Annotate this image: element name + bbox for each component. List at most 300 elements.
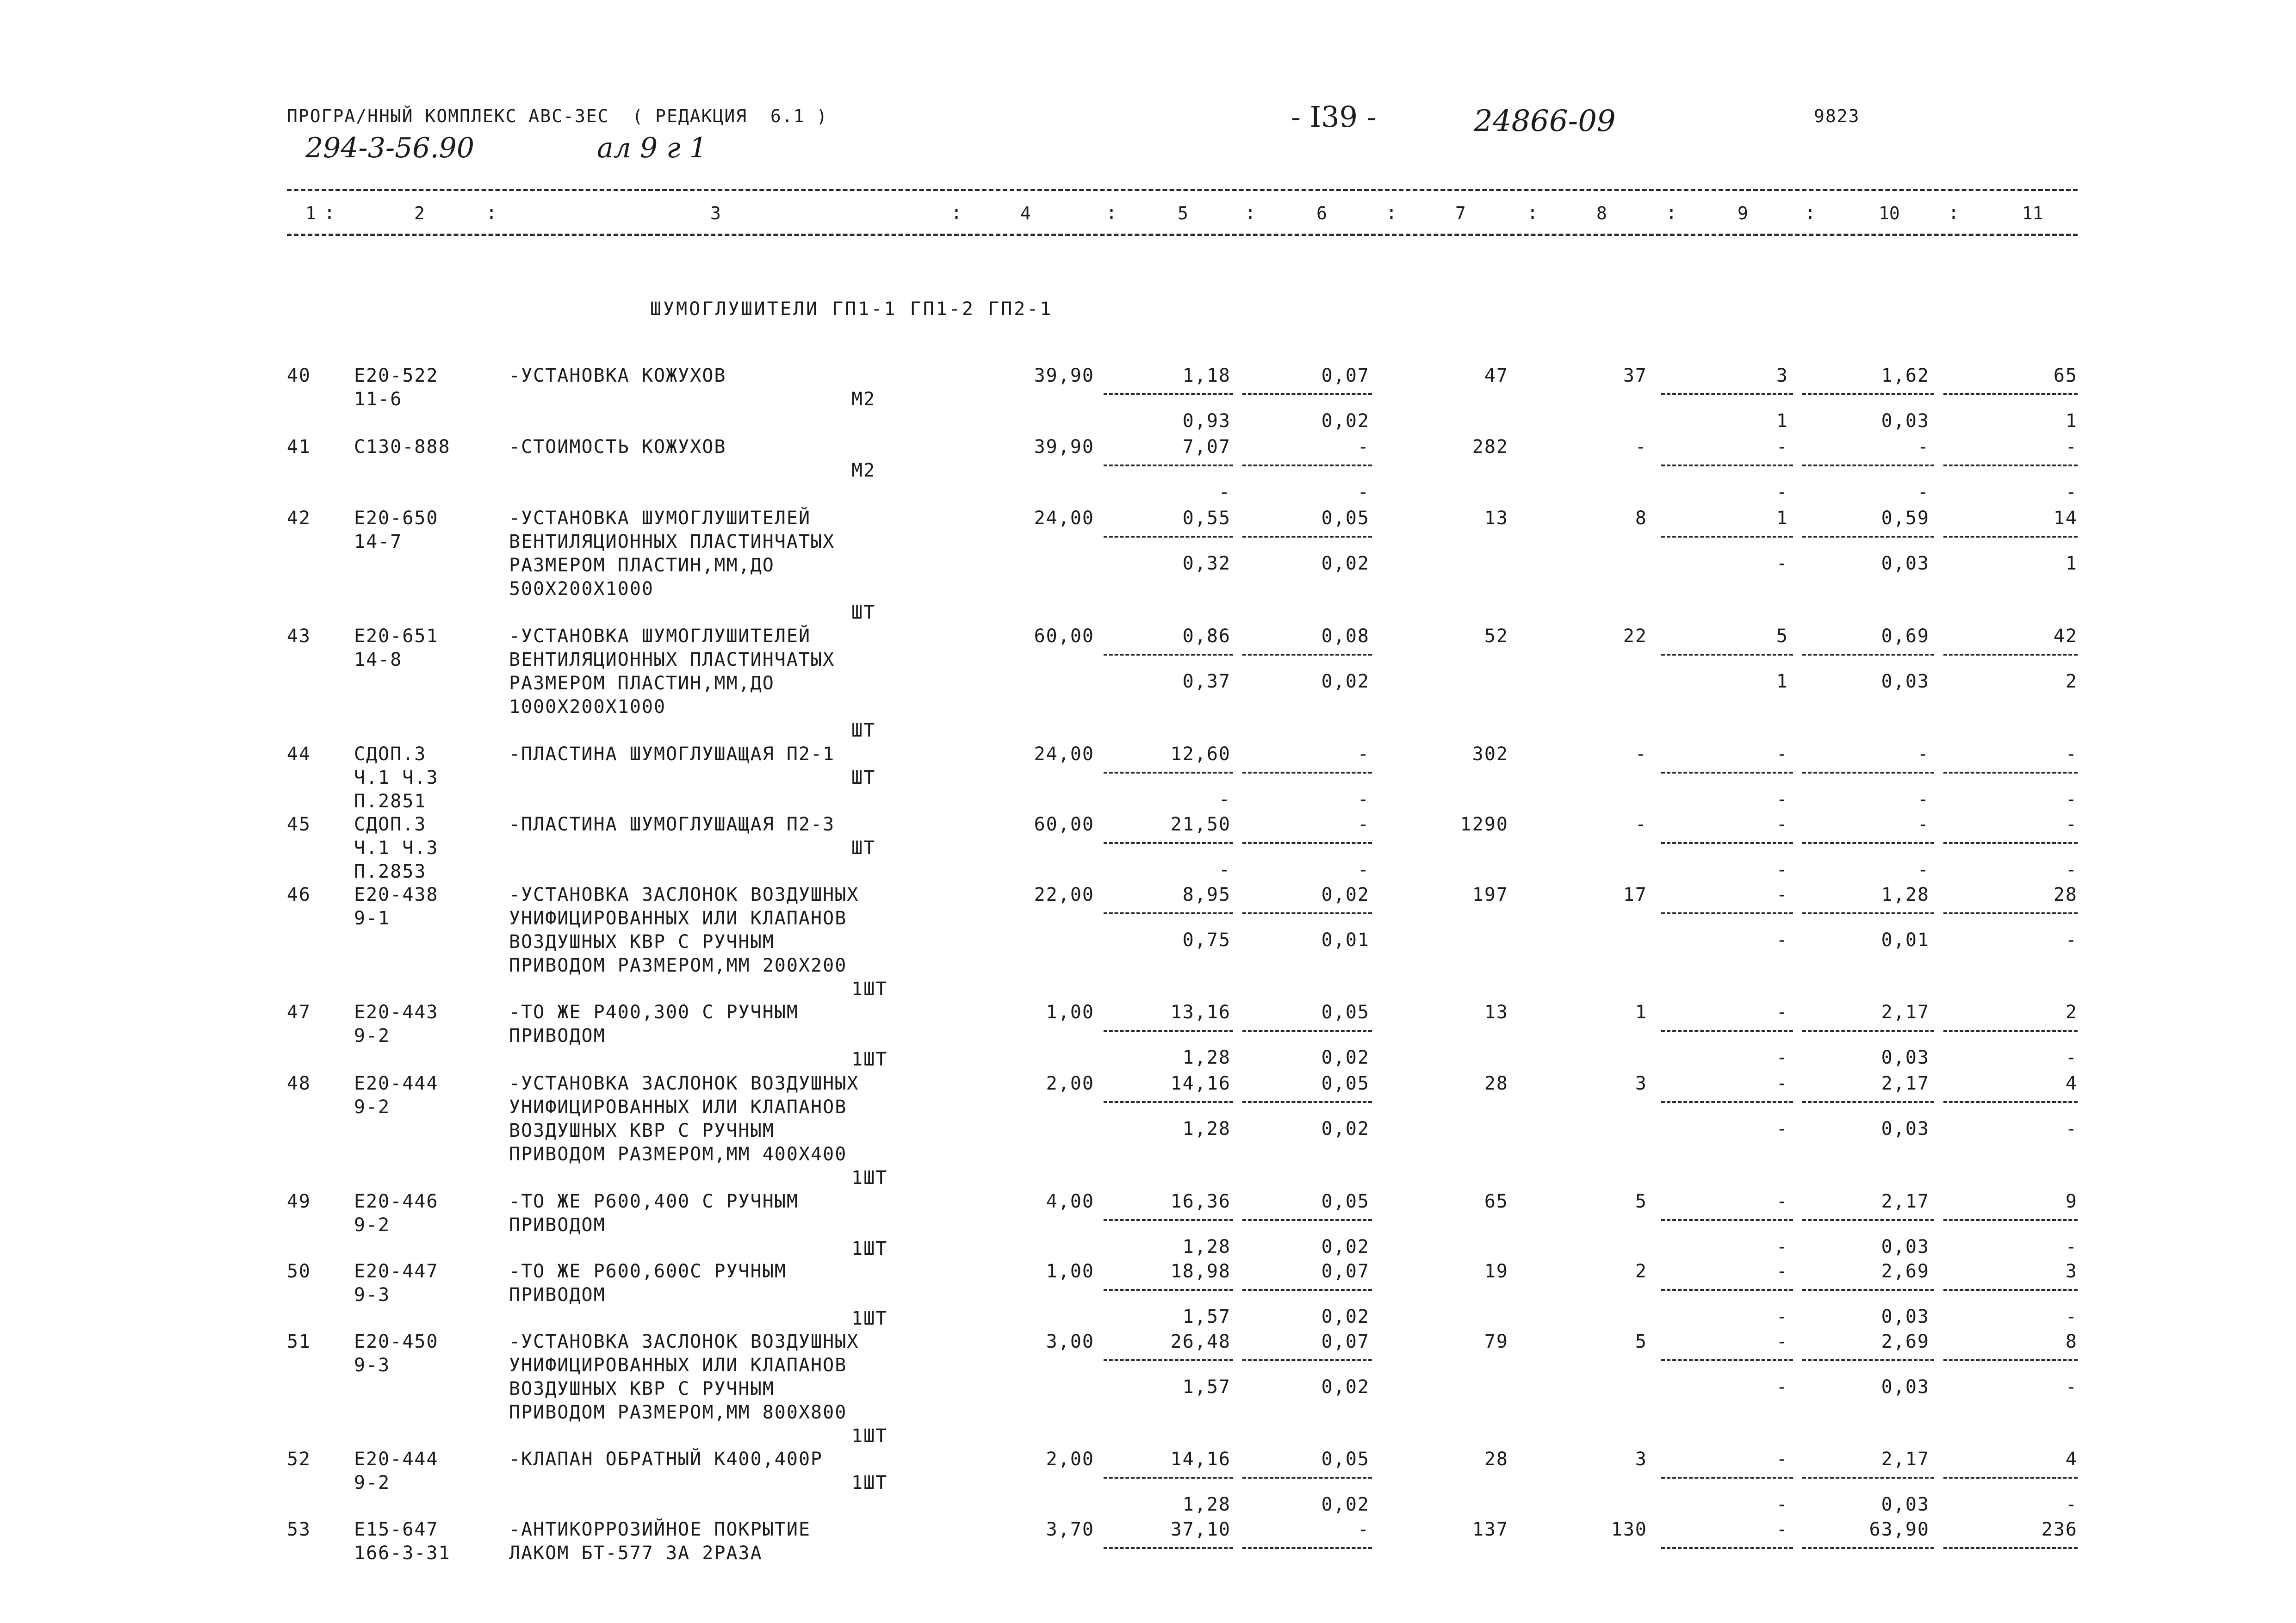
row-unit-cost: 8,95	[1182, 884, 1231, 905]
row-machine-cost-lower: -	[1776, 553, 1788, 574]
row-wage-cost-lower: 0,02	[1321, 553, 1370, 574]
fraction-line	[1661, 1289, 1793, 1291]
row-labor-total-lower: -	[2065, 1047, 2078, 1068]
fraction-line	[1661, 654, 1793, 656]
row-unit-cost: 0,86	[1182, 626, 1231, 647]
row-wage-cost: 0,08	[1321, 626, 1370, 647]
row-quantity: 24,00	[1034, 743, 1094, 765]
row-wage-cost-lower: 0,02	[1321, 1376, 1370, 1398]
fraction-line	[1661, 1101, 1793, 1103]
row-quantity: 39,90	[1034, 365, 1094, 386]
row-total-cost: 197	[1472, 884, 1508, 905]
fraction-line	[1242, 1030, 1372, 1032]
row-unit-cost-lower: -	[1218, 482, 1231, 503]
row-description: ВОЗДУШНЫХ КВР С РУЧНЫМ	[509, 931, 775, 953]
row-description: -УСТАНОВКА ЗАСЛОНОК ВОЗДУШНЫХ	[509, 1073, 859, 1094]
row-number: 42	[286, 508, 311, 529]
row-description: ПРИВОДОМ РАЗМЕРОМ,ММ 200Х200	[509, 955, 847, 976]
row-code: 9-2	[354, 1472, 391, 1493]
row-number: 40	[286, 365, 311, 386]
row-number: 50	[286, 1261, 311, 1282]
row-machine-cost: -	[1776, 1261, 1788, 1282]
fraction-line	[1943, 654, 2078, 656]
row-unit-cost-lower: 1,28	[1182, 1118, 1231, 1140]
row-quantity: 1,00	[1046, 1261, 1094, 1282]
row-description: ПРИВОДОМ	[509, 1025, 606, 1047]
row-labor-unit-lower: 0,03	[1881, 410, 1930, 432]
row-wage-cost: 0,07	[1321, 1331, 1370, 1352]
fraction-line	[1802, 1547, 1934, 1549]
row-machine-cost-lower: -	[1776, 482, 1788, 503]
row-number: 44	[286, 743, 311, 765]
row-labor-total-lower: -	[2065, 482, 2078, 503]
column-separator: :	[1666, 202, 1677, 223]
row-labor-total-lower: -	[2065, 1494, 2078, 1515]
row-wage-cost-lower: 0,02	[1321, 1118, 1370, 1140]
row-description: ПРИВОДОМ	[509, 1214, 606, 1236]
row-machine-cost: -	[1776, 884, 1788, 905]
row-description: ВЕНТИЛЯЦИОННЫХ ПЛАСТИНЧАТЫХ	[509, 531, 835, 552]
row-machine-cost: -	[1776, 743, 1788, 765]
row-quantity: 2,00	[1046, 1449, 1094, 1470]
row-number: 52	[286, 1449, 311, 1470]
row-labor-total: 28	[2053, 884, 2078, 905]
row-description: -ТО ЖЕ Р600,400 С РУЧНЫМ	[509, 1191, 799, 1212]
row-code: Ч.1 Ч.3	[354, 767, 439, 788]
column-number: 1	[305, 203, 316, 223]
row-labor-total: 42	[2053, 626, 2078, 647]
row-wage-cost: -	[1357, 436, 1370, 458]
fraction-line	[1242, 393, 1372, 395]
fraction-line	[1943, 1101, 2078, 1103]
fraction-line	[1104, 536, 1233, 538]
fraction-line	[1661, 1547, 1793, 1549]
row-number: 41	[286, 436, 311, 458]
row-labor-unit: -	[1917, 436, 1930, 458]
column-separator: :	[1106, 202, 1117, 223]
fraction-line	[1802, 393, 1934, 395]
row-wage-cost: 0,02	[1321, 884, 1370, 905]
row-labor-total: -	[2065, 743, 2078, 765]
row-labor-unit: -	[1917, 743, 1930, 765]
row-code: Ч.1 Ч.3	[354, 837, 439, 859]
fraction-line	[1661, 1359, 1793, 1361]
row-labor-total: 3	[2065, 1261, 2078, 1282]
row-labor-unit-lower: 0,03	[1881, 553, 1930, 574]
row-description: -ТО ЖЕ Р400,300 С РУЧНЫМ	[509, 1002, 799, 1023]
row-description: УНИФИЦИРОВАННЫХ ИЛИ КЛАПАНОВ	[509, 908, 847, 929]
row-labor-total-lower: -	[2065, 1118, 2078, 1140]
fraction-line	[1802, 1030, 1934, 1032]
row-labor-unit-lower: 0,03	[1881, 671, 1930, 692]
column-number: 10	[1879, 203, 1900, 223]
row-labor-unit-lower: 0,03	[1881, 1306, 1930, 1327]
code-number: 9823	[1814, 106, 1860, 126]
fraction-line	[1802, 1359, 1934, 1361]
fraction-line	[1104, 772, 1233, 774]
row-quantity: 60,00	[1034, 626, 1094, 647]
row-labor-unit: 0,69	[1881, 626, 1930, 647]
fraction-line	[1242, 842, 1372, 844]
row-wages-total: -	[1635, 436, 1647, 458]
fraction-line	[1802, 1477, 1934, 1479]
row-code: С130-888	[354, 436, 451, 458]
fraction-line	[1661, 842, 1793, 844]
row-code: 11-6	[354, 389, 403, 410]
header-rule-top	[287, 189, 2078, 191]
fraction-line	[1104, 654, 1233, 656]
row-labor-unit: 1,62	[1881, 365, 1930, 386]
fraction-line	[1104, 1289, 1233, 1291]
row-wage-cost-lower: 0,02	[1321, 1047, 1370, 1068]
column-number: 8	[1596, 203, 1607, 223]
row-unit: 1ШТ	[851, 1472, 888, 1493]
column-separator: :	[324, 202, 335, 223]
row-description: -УСТАНОВКА ЗАСЛОНОК ВОЗДУШНЫХ	[509, 884, 859, 905]
row-labor-unit-lower: 0,03	[1881, 1236, 1930, 1258]
row-description: ПРИВОДОМ	[509, 1284, 606, 1306]
fraction-line	[1802, 465, 1934, 466]
row-quantity: 3,00	[1046, 1331, 1094, 1352]
fraction-line	[1943, 1030, 2078, 1032]
row-labor-total: 4	[2065, 1449, 2078, 1470]
row-description: -АНТИКОРРОЗИЙНОЕ ПОКРЫТИЕ	[509, 1519, 811, 1540]
row-labor-unit-lower: -	[1917, 859, 1930, 880]
row-labor-unit-lower: 0,03	[1881, 1494, 1930, 1515]
fraction-line	[1802, 1101, 1934, 1103]
row-wages-total: 37	[1623, 365, 1647, 386]
row-unit-cost-lower: 1,28	[1182, 1236, 1231, 1258]
row-labor-total: 65	[2053, 365, 2078, 386]
row-code: Е15-647	[354, 1519, 439, 1540]
fraction-line	[1661, 536, 1793, 538]
row-labor-total-lower: -	[2065, 789, 2078, 810]
row-labor-unit: 1,28	[1881, 884, 1930, 905]
fraction-line	[1661, 465, 1793, 466]
row-total-cost: 47	[1484, 365, 1508, 386]
row-machine-cost-lower: 1	[1776, 671, 1788, 692]
row-machine-cost-lower: -	[1776, 1047, 1788, 1068]
row-wage-cost: -	[1357, 1519, 1370, 1540]
row-code: 14-7	[354, 531, 403, 552]
fraction-line	[1104, 1101, 1233, 1103]
row-wages-total: 1	[1635, 1002, 1647, 1023]
row-labor-total: 2	[2065, 1002, 2078, 1023]
row-unit-cost: 21,50	[1170, 814, 1231, 835]
row-code: Е20-444	[354, 1073, 439, 1094]
row-unit: М2	[851, 460, 876, 481]
row-quantity: 4,00	[1046, 1191, 1094, 1212]
row-unit-cost: 26,48	[1170, 1331, 1231, 1352]
row-total-cost: 19	[1484, 1261, 1508, 1282]
row-code: Е20-522	[354, 365, 439, 386]
row-labor-total-lower: 2	[2065, 671, 2078, 692]
row-machine-cost-lower: 1	[1776, 410, 1788, 432]
row-description: ВОЗДУШНЫХ КВР С РУЧНЫМ	[509, 1120, 775, 1141]
fraction-line	[1242, 1289, 1372, 1291]
row-machine-cost: -	[1776, 1073, 1788, 1094]
row-wage-cost-lower: -	[1357, 859, 1370, 880]
row-total-cost: 28	[1484, 1073, 1508, 1094]
fraction-line	[1943, 393, 2078, 395]
row-code: Е20-443	[354, 1002, 439, 1023]
fraction-line	[1943, 465, 2078, 466]
row-machine-cost: -	[1776, 1519, 1788, 1540]
page-number: - I39 -	[1291, 100, 1377, 134]
fraction-line	[1943, 1477, 2078, 1479]
row-unit-cost-lower: 1,28	[1182, 1047, 1231, 1068]
album-number-handwritten: ал 9 г 1	[597, 132, 707, 164]
fraction-line	[1802, 842, 1934, 844]
fraction-line	[1661, 1219, 1793, 1221]
row-wages-total: 3	[1635, 1073, 1647, 1094]
row-total-cost: 302	[1472, 743, 1508, 765]
column-number: 3	[710, 203, 721, 223]
row-machine-cost-lower: -	[1776, 859, 1788, 880]
row-wages-total: 2	[1635, 1261, 1647, 1282]
row-code: Е20-450	[354, 1331, 439, 1352]
row-unit-cost-lower: 0,75	[1182, 929, 1231, 951]
row-total-cost: 13	[1484, 1002, 1508, 1023]
row-number: 43	[286, 626, 311, 647]
row-unit: 1ШТ	[851, 1049, 888, 1070]
fraction-line	[1943, 536, 2078, 538]
row-wage-cost: 0,05	[1321, 1191, 1370, 1212]
row-machine-cost: -	[1776, 1331, 1788, 1352]
row-quantity: 60,00	[1034, 814, 1094, 835]
row-wages-total: 5	[1635, 1331, 1647, 1352]
row-wages-total: 22	[1623, 626, 1647, 647]
program-header: ПРОГРА/ННЫЙ КОМПЛЕКС АВС-3ЕС ( РЕДАКЦИЯ 6.1 )	[287, 106, 828, 126]
column-separator: :	[486, 202, 497, 223]
row-unit-cost: 12,60	[1170, 743, 1231, 765]
header-rule-bottom	[287, 234, 2078, 236]
row-wage-cost-lower: 0,02	[1321, 410, 1370, 432]
row-machine-cost: -	[1776, 1002, 1788, 1023]
column-number: 9	[1738, 203, 1748, 223]
row-description: -УСТАНОВКА ЗАСЛОНОК ВОЗДУШНЫХ	[509, 1331, 859, 1352]
row-unit-cost: 37,10	[1170, 1519, 1231, 1540]
row-quantity: 22,00	[1034, 884, 1094, 905]
doc-number-handwritten: 24866-09	[1474, 104, 1616, 138]
row-description: -УСТАНОВКА КОЖУХОВ	[509, 365, 726, 386]
row-machine-cost: 5	[1776, 626, 1788, 647]
fraction-line	[1661, 393, 1793, 395]
row-labor-total: 4	[2065, 1073, 2078, 1094]
row-machine-cost: 3	[1776, 365, 1788, 386]
row-description: -УСТАНОВКА ШУМОГЛУШИТЕЛЕЙ	[509, 508, 811, 529]
row-wage-cost: 0,05	[1321, 508, 1370, 529]
row-wages-total: 5	[1635, 1191, 1647, 1212]
row-unit: 1ШТ	[851, 1425, 888, 1447]
row-total-cost: 137	[1472, 1519, 1508, 1540]
column-number: 4	[1020, 203, 1031, 223]
fraction-line	[1242, 536, 1372, 538]
row-labor-unit: 2,69	[1881, 1261, 1930, 1282]
row-machine-cost-lower: -	[1776, 1118, 1788, 1140]
row-machine-cost-lower: -	[1776, 1494, 1788, 1515]
row-unit: 1ШТ	[851, 979, 888, 1000]
row-code: СДОП.3	[354, 814, 427, 835]
row-code: 9-1	[354, 908, 391, 929]
row-labor-total: 236	[2041, 1519, 2078, 1540]
row-unit: 1ШТ	[851, 1167, 888, 1189]
fraction-line	[1242, 1547, 1372, 1549]
row-description: ВЕНТИЛЯЦИОННЫХ ПЛАСТИНЧАТЫХ	[509, 649, 835, 670]
fraction-line	[1802, 912, 1934, 914]
fraction-line	[1943, 842, 2078, 844]
row-labor-unit: -	[1917, 814, 1930, 835]
row-quantity: 24,00	[1034, 508, 1094, 529]
row-code: 9-3	[354, 1284, 391, 1306]
row-total-cost: 13	[1484, 508, 1508, 529]
row-unit: 1ШТ	[851, 1308, 888, 1329]
row-total-cost: 65	[1484, 1191, 1508, 1212]
row-number: 46	[286, 884, 311, 905]
fraction-line	[1104, 1219, 1233, 1221]
row-code: 9-2	[354, 1214, 391, 1236]
fraction-line	[1661, 912, 1793, 914]
fraction-line	[1802, 654, 1934, 656]
row-unit-cost: 14,16	[1170, 1073, 1231, 1094]
row-quantity: 1,00	[1046, 1002, 1094, 1023]
row-description: ВОЗДУШНЫХ КВР С РУЧНЫМ	[509, 1378, 775, 1400]
row-machine-cost: 1	[1776, 508, 1788, 529]
row-labor-total-lower: -	[2065, 1376, 2078, 1398]
row-labor-total: 9	[2065, 1191, 2078, 1212]
fraction-line	[1802, 772, 1934, 774]
row-description: -КЛАПАН ОБРАТНЫЙ К400,400Р	[509, 1449, 823, 1470]
row-wages-total: -	[1635, 743, 1647, 765]
row-labor-unit: 63,90	[1869, 1519, 1930, 1540]
fraction-line	[1104, 1547, 1233, 1549]
fraction-line	[1661, 772, 1793, 774]
row-wages-total: 130	[1611, 1519, 1647, 1540]
row-machine-cost: -	[1776, 436, 1788, 458]
row-total-cost: 282	[1472, 436, 1508, 458]
row-wage-cost: 0,05	[1321, 1449, 1370, 1470]
fraction-line	[1943, 1547, 2078, 1549]
row-wage-cost: 0,07	[1321, 365, 1370, 386]
row-labor-total-lower: -	[2065, 929, 2078, 951]
row-code: П.2851	[354, 791, 427, 812]
column-number: 11	[2022, 203, 2043, 223]
row-labor-unit-lower: -	[1917, 789, 1930, 810]
row-unit: ШТ	[851, 602, 876, 623]
column-separator: :	[1805, 202, 1816, 223]
row-labor-unit-lower: -	[1917, 482, 1930, 503]
row-code: Е20-446	[354, 1191, 439, 1212]
row-code: П.2853	[354, 861, 427, 882]
fraction-line	[1104, 1030, 1233, 1032]
row-machine-cost-lower: -	[1776, 789, 1788, 810]
row-labor-total-lower: -	[2065, 859, 2078, 880]
row-description: 500Х200Х1000	[509, 578, 654, 600]
row-labor-unit-lower: 0,03	[1881, 1047, 1930, 1068]
row-wages-total: -	[1635, 814, 1647, 835]
row-code: СДОП.3	[354, 743, 427, 765]
row-unit-cost: 1,18	[1182, 365, 1231, 386]
fraction-line	[1242, 1219, 1372, 1221]
row-code: 166-3-31	[354, 1542, 451, 1564]
row-wage-cost: 0,05	[1321, 1073, 1370, 1094]
fraction-line	[1104, 912, 1233, 914]
fraction-line	[1943, 1219, 2078, 1221]
row-code: 9-3	[354, 1355, 391, 1376]
row-number: 47	[286, 1002, 311, 1023]
column-number: 2	[414, 203, 425, 223]
row-code: 9-2	[354, 1025, 391, 1047]
row-code: Е20-444	[354, 1449, 439, 1470]
row-machine-cost-lower: -	[1776, 1236, 1788, 1258]
row-description: УНИФИЦИРОВАННЫХ ИЛИ КЛАПАНОВ	[509, 1096, 847, 1118]
row-description: РАЗМЕРОМ ПЛАСТИН,ММ,ДО	[509, 555, 775, 576]
row-labor-total-lower: 1	[2065, 410, 2078, 432]
row-unit-cost-lower: 1,57	[1182, 1306, 1231, 1327]
row-labor-total-lower: -	[2065, 1236, 2078, 1258]
fraction-line	[1802, 1219, 1934, 1221]
row-total-cost: 52	[1484, 626, 1508, 647]
row-description: ПРИВОДОМ РАЗМЕРОМ,ММ 400Х400	[509, 1144, 847, 1165]
row-total-cost: 79	[1484, 1331, 1508, 1352]
fraction-line	[1104, 393, 1233, 395]
row-code: Е20-438	[354, 884, 439, 905]
row-description: -СТОИМОСТЬ КОЖУХОВ	[509, 436, 726, 458]
row-machine-cost-lower: -	[1776, 929, 1788, 951]
row-labor-unit: 2,17	[1881, 1002, 1930, 1023]
row-wage-cost-lower: -	[1357, 789, 1370, 810]
row-unit-cost: 16,36	[1170, 1191, 1231, 1212]
fraction-line	[1242, 912, 1372, 914]
row-unit-cost-lower: 1,57	[1182, 1376, 1231, 1398]
row-unit-cost-lower: 0,32	[1182, 553, 1231, 574]
row-labor-unit-lower: 0,03	[1881, 1376, 1930, 1398]
row-wages-total: 3	[1635, 1449, 1647, 1470]
row-unit: ШТ	[851, 767, 876, 788]
row-wage-cost: 0,07	[1321, 1261, 1370, 1282]
column-separator: :	[1527, 202, 1539, 223]
fraction-line	[1943, 1289, 2078, 1291]
column-separator: :	[1245, 202, 1256, 223]
fraction-line	[1242, 1359, 1372, 1361]
row-number: 48	[286, 1073, 311, 1094]
row-wage-cost-lower: 0,02	[1321, 1236, 1370, 1258]
row-machine-cost-lower: -	[1776, 1306, 1788, 1327]
row-number: 51	[286, 1331, 311, 1352]
column-separator: :	[1386, 202, 1397, 223]
row-code: Е20-651	[354, 626, 439, 647]
row-description: РАЗМЕРОМ ПЛАСТИН,ММ,ДО	[509, 673, 775, 694]
fraction-line	[1242, 772, 1372, 774]
row-labor-unit: 2,17	[1881, 1073, 1930, 1094]
row-description: -УСТАНОВКА ШУМОГЛУШИТЕЛЕЙ	[509, 626, 811, 647]
row-unit-cost-lower: 0,37	[1182, 671, 1231, 692]
row-labor-total: 14	[2053, 508, 2078, 529]
fraction-line	[1104, 842, 1233, 844]
fraction-line	[1802, 536, 1934, 538]
row-description: УНИФИЦИРОВАННЫХ ИЛИ КЛАПАНОВ	[509, 1355, 847, 1376]
column-separator: :	[951, 202, 962, 223]
fraction-line	[1104, 1477, 1233, 1479]
row-wage-cost: 0,05	[1321, 1002, 1370, 1023]
fraction-line	[1104, 1359, 1233, 1361]
row-labor-unit-lower: 0,01	[1881, 929, 1930, 951]
row-total-cost: 1290	[1460, 814, 1508, 835]
row-labor-unit-lower: 0,03	[1881, 1118, 1930, 1140]
row-labor-total-lower: -	[2065, 1306, 2078, 1327]
row-unit-cost-lower: -	[1218, 859, 1231, 880]
row-description: -ТО ЖЕ Р600,600С РУЧНЫМ	[509, 1261, 787, 1282]
